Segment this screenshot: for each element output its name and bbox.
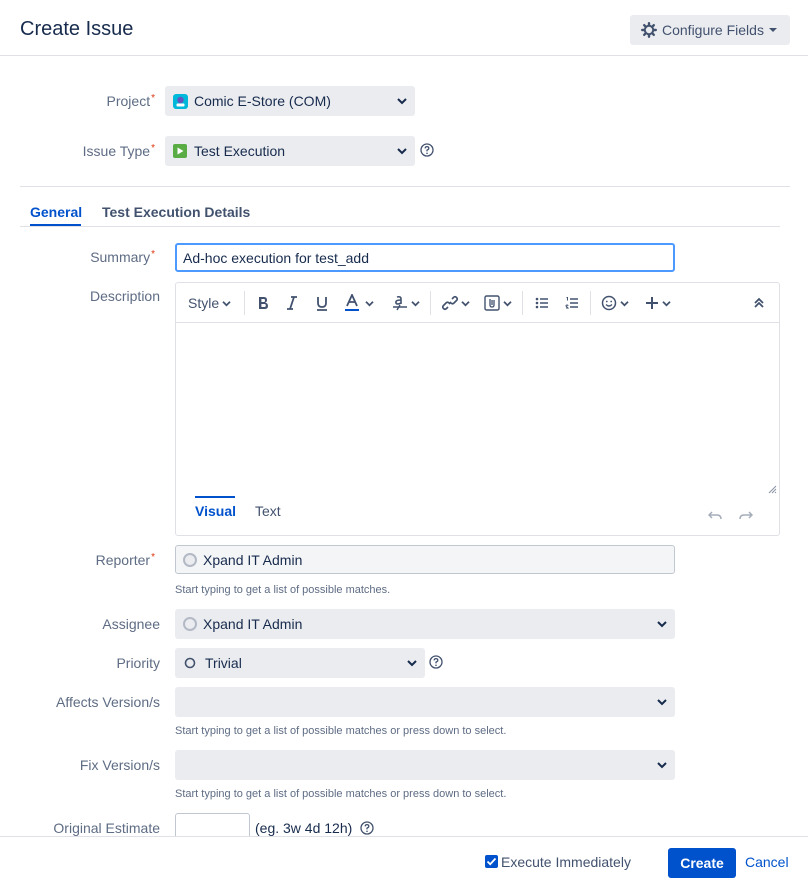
- priority-value: Trivial: [205, 655, 242, 671]
- text-color-icon: [345, 294, 359, 312]
- description-editor: [175, 282, 780, 536]
- priority-trivial-icon: [184, 657, 196, 669]
- bold-button[interactable]: [256, 292, 270, 314]
- required-marker: *: [151, 143, 155, 154]
- fix-version-select[interactable]: [175, 750, 675, 780]
- italic-button[interactable]: [286, 292, 298, 314]
- project-label: Project*: [106, 93, 155, 109]
- plus-icon: [645, 296, 659, 310]
- chevron-down-icon: [397, 147, 407, 155]
- style-dropdown[interactable]: [188, 292, 231, 314]
- tab-text[interactable]: Text: [255, 503, 281, 519]
- chevron-down-icon: [411, 300, 420, 307]
- project-value: Comic E-Store (COM): [194, 93, 331, 109]
- execute-immediately-label[interactable]: Execute Immediately: [501, 854, 631, 870]
- affects-version-hint: Start typing to get a list of possible matches or press down to select.: [175, 725, 507, 737]
- more-formatting-button[interactable]: [392, 292, 420, 314]
- reporter-value: Xpand IT Admin: [203, 551, 303, 568]
- editor-footer: [176, 496, 779, 536]
- reporter-label: Reporter*: [95, 552, 155, 568]
- reporter-input[interactable]: [175, 545, 675, 574]
- tab-general[interactable]: General: [30, 204, 83, 220]
- numbered-list-button[interactable]: [565, 292, 579, 314]
- insert-more-button[interactable]: [645, 292, 671, 314]
- text-color-button[interactable]: [345, 292, 374, 314]
- redo-icon[interactable]: [739, 511, 753, 521]
- tab-test-execution-details[interactable]: Test Execution Details: [102, 204, 251, 220]
- help-icon[interactable]: [429, 655, 443, 669]
- gear-icon: [641, 22, 657, 38]
- tabs-divider: [20, 226, 780, 227]
- reporter-hint: Start typing to get a list of possible matches.: [175, 584, 391, 596]
- section-divider: [20, 186, 790, 187]
- help-icon[interactable]: [360, 821, 374, 835]
- bullet-list-icon: [535, 296, 549, 310]
- underline-icon: [315, 295, 329, 311]
- tab-visual[interactable]: Visual: [195, 503, 236, 519]
- chevron-down-icon: [407, 659, 417, 667]
- toolbar-separator: [244, 291, 245, 315]
- required-marker: *: [151, 552, 155, 563]
- description-textarea[interactable]: [176, 324, 779, 496]
- description-label: Description: [89, 288, 160, 304]
- emoji-button[interactable]: [601, 292, 629, 314]
- issue-type-value: Test Execution: [194, 143, 286, 159]
- summary-input[interactable]: Ad-hoc execution for test_add: [175, 243, 675, 272]
- cancel-link[interactable]: Cancel: [745, 854, 789, 870]
- chevron-down-icon: [461, 300, 470, 307]
- caret-down-icon: [769, 28, 777, 32]
- chevron-down-icon: [222, 300, 231, 307]
- chevron-down-icon: [503, 300, 512, 307]
- affects-version-label: Affects Version/s: [55, 694, 160, 710]
- assignee-value: Xpand IT Admin: [203, 616, 303, 632]
- style-label: Style: [188, 295, 220, 311]
- original-estimate-label: Original Estimate: [53, 820, 160, 836]
- chevron-down-icon: [657, 620, 667, 628]
- priority-select[interactable]: [175, 648, 425, 678]
- active-tab-indicator: [30, 224, 81, 226]
- configure-fields-label: Configure Fields: [662, 22, 764, 38]
- priority-label: Priority: [116, 655, 160, 671]
- execute-immediately-checkbox[interactable]: [485, 855, 498, 868]
- undo-icon[interactable]: [708, 511, 722, 521]
- bullet-list-button[interactable]: [535, 292, 549, 314]
- create-button[interactable]: Create: [668, 848, 736, 878]
- bold-icon: [256, 295, 270, 311]
- chevron-down-icon: [657, 698, 667, 706]
- active-mode-indicator: [195, 496, 235, 498]
- italic-icon: [286, 295, 298, 311]
- issue-type-label: Issue Type*: [82, 143, 155, 159]
- emoji-icon: [601, 295, 617, 311]
- double-chevron-up-icon: [754, 297, 764, 309]
- collapse-toolbar-button[interactable]: [754, 292, 764, 314]
- chevron-down-icon: [620, 300, 629, 307]
- numbered-list-icon: [565, 296, 579, 310]
- attachment-button[interactable]: [484, 292, 512, 314]
- link-button[interactable]: [442, 292, 470, 314]
- chevron-down-icon: [662, 300, 671, 307]
- toolbar-separator: [522, 291, 523, 315]
- user-avatar-icon: [183, 617, 197, 631]
- configure-fields-button[interactable]: [630, 15, 790, 45]
- test-execution-icon: [173, 144, 187, 158]
- checkmark-icon: [485, 855, 498, 868]
- chevron-down-icon: [397, 97, 407, 105]
- summary-label: Summary*: [90, 249, 155, 265]
- more-formatting-icon: [392, 295, 408, 311]
- toolbar-separator: [590, 291, 591, 315]
- chevron-down-icon: [365, 300, 374, 307]
- attachment-icon: [484, 295, 500, 311]
- fix-version-hint: Start typing to get a list of possible matches or press down to select.: [175, 788, 507, 800]
- user-avatar-icon: [183, 553, 197, 567]
- affects-version-select[interactable]: [175, 687, 675, 717]
- fix-version-label: Fix Version/s: [79, 757, 160, 773]
- dialog-header: [0, 0, 808, 56]
- project-avatar-icon: [173, 94, 188, 109]
- chevron-down-icon: [657, 761, 667, 769]
- toolbar-separator: [430, 291, 431, 315]
- underline-button[interactable]: [315, 292, 329, 314]
- required-marker: *: [151, 249, 155, 260]
- help-icon[interactable]: [420, 143, 434, 157]
- project-select[interactable]: [165, 86, 415, 116]
- link-icon: [442, 295, 458, 311]
- assignee-select[interactable]: [175, 609, 675, 639]
- assignee-label: Assignee: [102, 616, 160, 632]
- dialog-footer: [0, 836, 808, 884]
- editor-toolbar: [176, 283, 779, 323]
- original-estimate-hint: (eg. 3w 4d 12h): [255, 820, 353, 836]
- required-marker: *: [151, 93, 155, 104]
- dialog-title: Create Issue: [20, 18, 134, 40]
- resize-handle-icon[interactable]: [768, 485, 777, 494]
- issue-type-select[interactable]: [165, 136, 415, 166]
